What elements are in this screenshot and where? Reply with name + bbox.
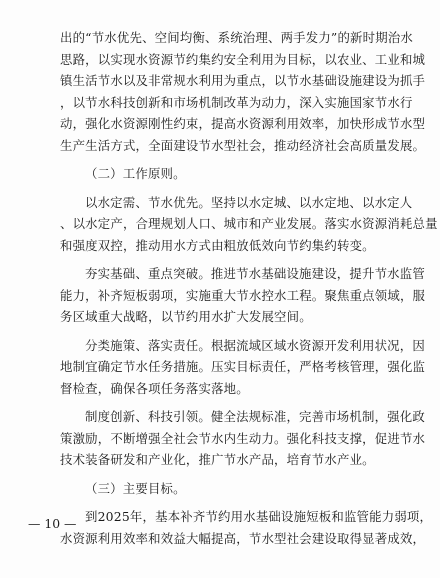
paragraph-first-line: 以水定需、节水优先。坚持以水定城、以水定地、以水定人 — [85, 194, 413, 210]
paragraph-first-line: 制度创新、科技引领。健全法规标准，完善市场机制，强化政 — [85, 409, 425, 424]
body-text — [60, 27, 438, 549]
paragraph-first-line: 分类施策、落实责任。根据流域区域水资源开发利用状况，因 — [85, 337, 425, 353]
text-line: 思路，以实现水资源节约集约安全利用为目标，以农业、工业和城 — [60, 51, 426, 67]
text-line: 水资源利用效率和效益大幅提高，节水型社会建设取得显著成效， — [60, 530, 426, 546]
text-line: 督检查，确保各项任务落实落地。 — [60, 380, 249, 396]
text-line: 能力，补齐短板弱项，实施重大节水控水工程。聚焦重点领域，服 — [60, 287, 426, 303]
text-line: 策激励，不断增强全社会节水内生动力。强化科技支撑，促进节水 — [60, 430, 426, 446]
page-number: — 10 — — [28, 516, 77, 531]
text-line: ，以节水科技创新和市场机制改革为动力，深入实施国家节水行 — [60, 94, 413, 110]
paragraph-first-line: 到2025年，基本补齐节约用水基础设施短板和监管能力弱项， — [85, 509, 433, 524]
paragraph-first-line: 夯实基础、重点突破。推进节水基础设施建设，提升节水监管 — [85, 266, 425, 281]
text-line: 技术装备研发和产业化，推广节水产品，培育节水产业。 — [60, 452, 375, 467]
text-line: 动，强化水资源刚性约束，提高水资源利用效率，加快形成节水型 — [60, 116, 426, 131]
text-line: 镇生活节水以及非常规水利用为重点，以节水基础设施建设为抓手 — [60, 73, 426, 88]
text-line: 出的“节水优先、空间均衡、系统治理、两手发力”的新时期治水 — [60, 30, 414, 45]
text-line: 、以水定产，合理规划人口、城市和产业发展。落实水资源消耗总量 — [60, 216, 438, 231]
section-heading: （二）工作原则。 — [85, 166, 186, 181]
text-line: 务区域重大战略，以节约用水扩大发展空间。 — [60, 309, 312, 324]
text-line: 生产生活方式，全面建设节水型社会，推动经济社会高质量发展。 — [60, 137, 426, 153]
text-line: 和强度双控，推动用水方式由粗放低效向节约集约转变。 — [60, 237, 375, 253]
section-heading: （三）主要目标。 — [85, 480, 186, 496]
text-line: 地制宜确定节水任务措施。压实目标责任，严格考核管理，强化监 — [60, 359, 426, 374]
